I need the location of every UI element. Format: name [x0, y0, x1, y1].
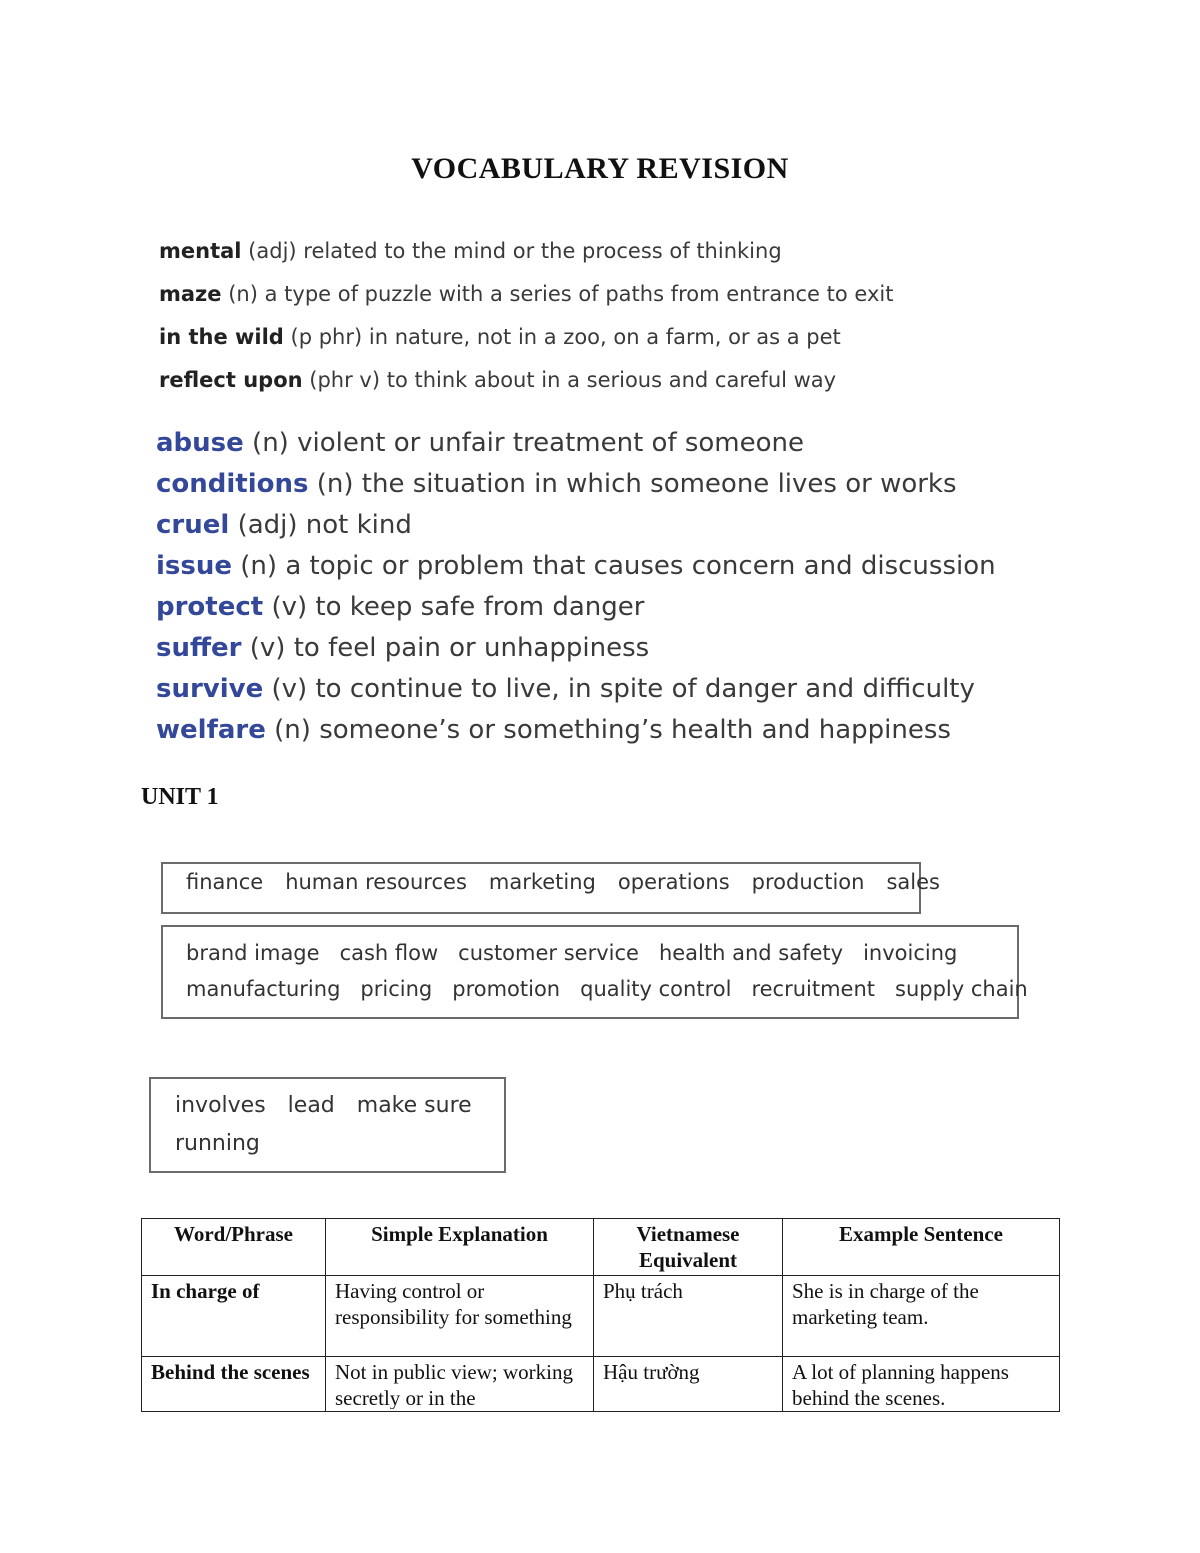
glossary-term: reflect upon [159, 368, 303, 392]
glossary-entry [159, 273, 893, 316]
word-box-activities [161, 925, 1028, 1019]
glossary-entry [159, 230, 893, 273]
column-header: Word/Phrase [142, 1219, 326, 1276]
word-box-verbs [149, 1077, 506, 1173]
glossary-term: mental [159, 239, 242, 263]
word-box-line [186, 870, 940, 894]
word-box-item: cash flow [339, 941, 439, 965]
table-cell-word [142, 1357, 326, 1412]
glossary-pos: (v) [249, 633, 286, 663]
glossary-entry [156, 505, 996, 546]
cell-text: Behind the scenes [151, 1360, 310, 1384]
glossary-definition: to keep safe from danger [315, 592, 645, 622]
glossary-entry [156, 628, 996, 669]
glossary-term: in the wild [159, 325, 284, 349]
table-cell-explanation: Having control or responsibility for something [326, 1276, 594, 1357]
glossary-pos: (n) [252, 428, 289, 458]
glossary-pos: (v) [271, 674, 308, 704]
column-header: Simple Explanation [326, 1219, 594, 1276]
glossary-term: welfare [156, 715, 266, 745]
word-box-item: promotion [452, 977, 561, 1001]
word-box-item: customer service [458, 941, 639, 965]
unit-heading: UNIT 1 [141, 784, 219, 810]
glossary-definition: someone’s or something’s health and happiness [319, 715, 951, 745]
table-cell-word: In charge of [142, 1276, 326, 1357]
word-box-departments [161, 862, 940, 914]
word-box-item: human resources [285, 870, 467, 894]
glossary-pos: (phr v) [309, 368, 381, 392]
glossary-definition: to think about in a serious and careful way [386, 368, 837, 392]
glossary-pos: (n) [228, 282, 258, 306]
glossary-small [159, 230, 893, 402]
glossary-entry [156, 710, 996, 751]
word-box-line [175, 1087, 504, 1125]
glossary-definition: not kind [305, 510, 412, 540]
column-header: Example Sentence [783, 1219, 1060, 1276]
cell-text: A lot of planning happens behind the scenes. [792, 1360, 1009, 1409]
table-cell-example [783, 1357, 1060, 1412]
cell-text: Hậu trường [603, 1360, 700, 1384]
glossary-term: cruel [156, 510, 230, 540]
word-box-item: make sure [356, 1093, 472, 1118]
word-box-item: running [175, 1131, 260, 1156]
glossary-definition: related to the mind or the process of thinking [303, 239, 782, 263]
glossary-pos: (adj) [248, 239, 297, 263]
word-box-line [186, 971, 1028, 1007]
word-box-item: supply chain [895, 977, 1028, 1001]
glossary-term: maze [159, 282, 222, 306]
glossary-entry [156, 546, 996, 587]
table-header-row [142, 1219, 1060, 1276]
glossary-pos: (v) [271, 592, 308, 622]
word-box-item: finance [186, 870, 264, 894]
word-box-item: involves [175, 1093, 266, 1118]
cell-text: Not in public view; working secretly or in the [335, 1360, 573, 1409]
table-cell-vietnamese: Phụ trách [594, 1276, 783, 1357]
word-box-item: marketing [488, 870, 596, 894]
glossary-term: protect [156, 592, 264, 622]
word-box-item: manufacturing [186, 977, 341, 1001]
glossary-term: survive [156, 674, 264, 704]
word-box-item: recruitment [751, 977, 876, 1001]
glossary-pos: (p phr) [290, 325, 363, 349]
word-box-item: health and safety [658, 941, 844, 965]
table-row [142, 1357, 1060, 1412]
word-box-item: operations [617, 870, 730, 894]
glossary-entry [159, 359, 893, 402]
glossary-entry [156, 587, 996, 628]
page-title: VOCABULARY REVISION [411, 152, 789, 185]
glossary-entry [159, 316, 893, 359]
word-box-item: quality control [580, 977, 732, 1001]
glossary-definition: in nature, not in a zoo, on a farm, or as a pet [368, 325, 841, 349]
column-header: Vietnamese Equivalent [594, 1219, 783, 1276]
glossary-term: abuse [156, 428, 244, 458]
glossary-pos: (n) [240, 551, 278, 581]
word-box-line [175, 1125, 504, 1163]
glossary-definition: to feel pain or unhappiness [293, 633, 650, 663]
table-row [142, 1276, 1060, 1357]
word-box-item: production [751, 870, 865, 894]
table-cell-explanation [326, 1357, 594, 1412]
word-box-line [186, 935, 1017, 971]
word-box-item: brand image [186, 941, 320, 965]
table-cell-example: She is in charge of the marketing team. [783, 1276, 1060, 1357]
glossary-large [156, 423, 996, 751]
glossary-definition: to continue to live, in spite of danger and difficulty [315, 674, 975, 704]
glossary-pos: (n) [274, 715, 311, 745]
glossary-definition: a type of puzzle with a series of paths from entrance to exit [264, 282, 894, 306]
glossary-term: issue [156, 551, 233, 581]
vocabulary-table [141, 1218, 1060, 1412]
word-box-item: pricing [360, 977, 433, 1001]
glossary-entry [156, 423, 996, 464]
word-box-item: lead [287, 1093, 335, 1118]
glossary-pos: (adj) [237, 510, 298, 540]
glossary-term: suffer [156, 633, 242, 663]
glossary-definition: a topic or problem that causes concern and discussion [285, 551, 996, 581]
glossary-definition: violent or unfair treatment of someone [297, 428, 805, 458]
glossary-definition: the situation in which someone lives or works [361, 469, 957, 499]
glossary-pos: (n) [316, 469, 354, 499]
table-cell-vietnamese [594, 1357, 783, 1412]
glossary-entry [156, 669, 996, 710]
glossary-term: conditions [156, 469, 309, 499]
word-box-item: invoicing [863, 941, 958, 965]
word-box-item: sales [886, 870, 940, 894]
glossary-entry [156, 464, 996, 505]
